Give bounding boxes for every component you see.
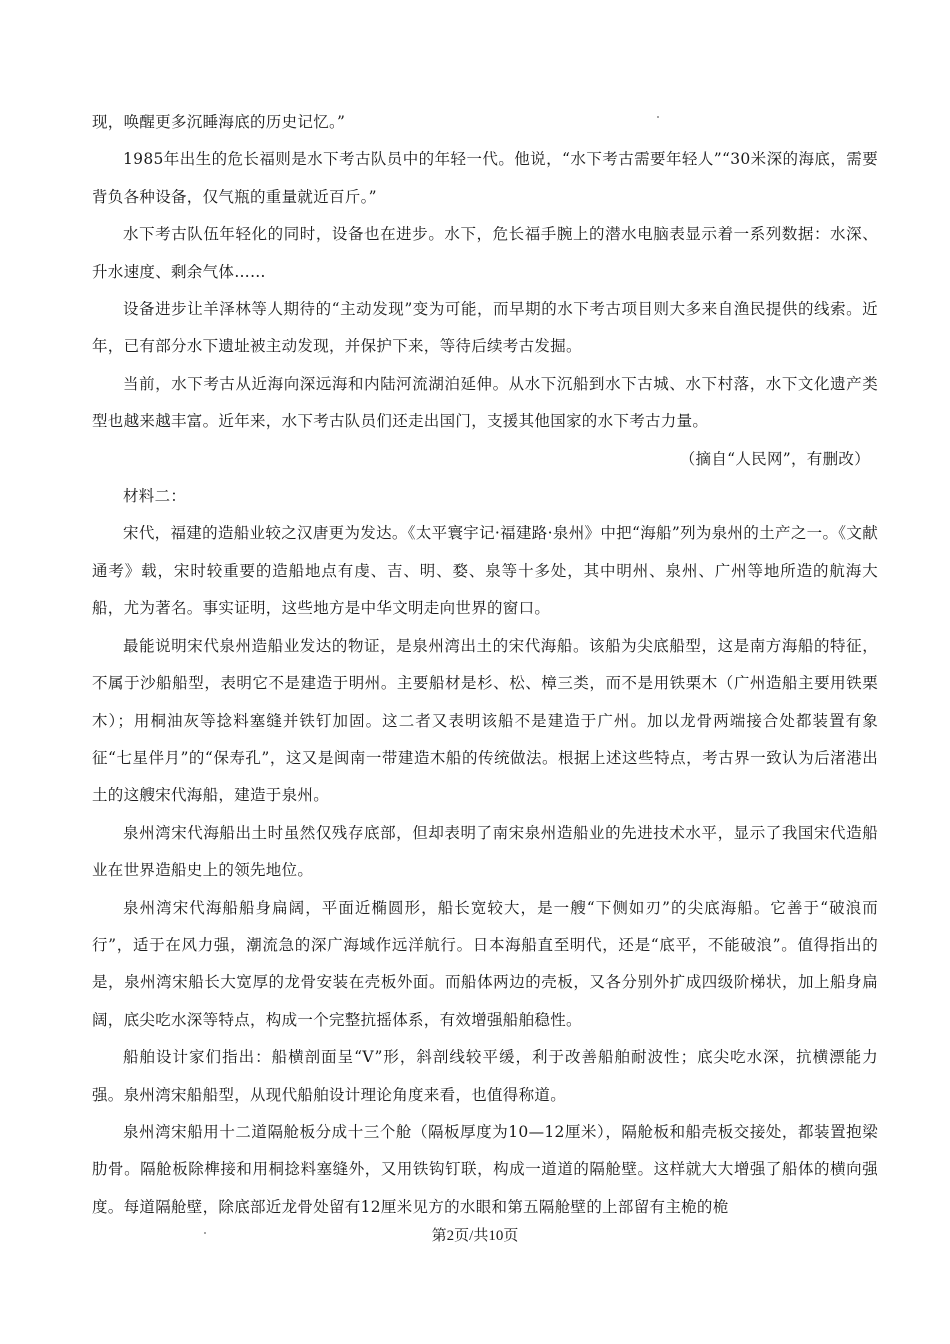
section-heading: 材料二：: [123, 487, 187, 506]
source-citation: （摘自“人民网”，有删改）: [679, 449, 870, 468]
paragraph: 水下考古队伍年轻化的同时，设备也在进步。水下，危长福手腕上的潜水电脑表显示着一系列数据：水深、升水速度、剩余气体……: [92, 225, 878, 281]
paragraph: 1985年出生的危长福则是水下考古队员中的年轻一代。他说，“水下考古需要年轻人”“30米深的海底，需要背负各种设备，仅气瓶的重量就近百斤。”: [92, 150, 878, 206]
paragraph: 船舶设计家们指出：船横剖面呈“V”形，斜剖线较平缓，利于改善船舶耐波性；底尖吃水深，抗横漂能力强。泉州湾宋船船型，从现代船舶设计理论角度来看，也值得称道。: [92, 1048, 878, 1104]
paragraph: 泉州湾宋代海船出土时虽然仅残存底部，但却表明了南宋泉州造船业的先进技术水平，显示了我国宋代造船业在世界造船史上的领先地位。: [92, 823, 878, 880]
paragraph: 泉州湾宋船用十二道隔舱板分成十三个舱（隔板厚度为10—12厘米），隔舱板和船壳板交接处，都装置抱梁肋骨。隔舱板除榫接和用桐捻料塞缝外，又用铁钩钉联，构成一道道的隔舱壁。这样就大大增强了船体的横向强度。每道隔舱壁，除底部近龙骨处留有12厘米见方的水眼和第五隔舱壁的上部留有主桅的桅: [92, 1122, 878, 1216]
scan-speck: [657, 116, 659, 118]
paragraph: 泉州湾宋代海船船身扁阔，平面近椭圆形，船长宽较大，是一艘“下侧如刃”的尖底海船。它善于“破浪而行”，适于在风力强，潮流急的深广海域作远洋航行。日本海船直至明代，还是“底平，不能破浪”。值得指出的是，泉州湾宋船长大宽厚的龙骨安装在壳板外面。而船体两边的壳板，又各分别外扩成四级阶梯状，加上船身扁阔，底尖吃水深等特点，构成一个完整抗摇体系，有效增强船舶稳性。: [92, 898, 878, 1029]
article-body: [92, 104, 878, 1226]
paragraph: 当前，水下考古从近海向深远海和内陆河流湖泊延伸。从水下沉船到水下古城、水下村落，水下文化遗产类型也越来越丰富。近年来，水下考古队员们还走出国门，支援其他国家的水下考古力量。: [92, 374, 878, 431]
paragraph: 最能说明宋代泉州造船业发达的物证，是泉州湾出土的宋代海船。该船为尖底船型，这是南方海船的特征，不属于沙船船型，表明它不是建造于明州。主要船材是杉、松、樟三类，而不是用铁栗木（广州造船主要用铁栗木）；用桐油灰等捻料塞缝并铁钉加固。这二者又表明该船不是建造于广州。加以龙骨两端接合处都装置有象征“七星伴月”的“保寿孔”，这又是闽南一带建造木船的传统做法。根据上述这些特点，考古界一致认为后渚港出土的这艘宋代海船，建造于泉州。: [92, 636, 878, 805]
paragraph: 设备进步让羊泽林等人期待的“主动发现”变为可能，而早期的水下考古项目则大多来自渔民提供的线索。近年，已有部分水下遗址被主动发现，并保护下来，等待后续考古发掘。: [92, 300, 878, 356]
paragraph: 现，唤醒更多沉睡海底的历史记忆。”: [92, 113, 346, 131]
scan-speck: [204, 1232, 206, 1234]
page-number-footer: 第2页/共10页: [431, 1228, 519, 1244]
paragraph: 宋代，福建的造船业较之汉唐更为发达。《太平寰宇记·福建路·泉州》中把“海船”列为泉州的土产之一。《文献通考》载，宋时较重要的造船地点有虔、吉、明、婺、泉等十多处，其中明州、泉州、广州等地所造的航海大船，尤为著名。事实证明，这些地方是中华文明走向世界的窗口。: [92, 524, 878, 618]
